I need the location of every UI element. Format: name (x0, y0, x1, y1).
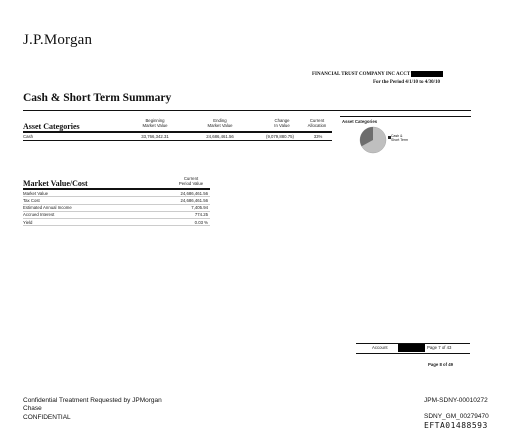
redacted-account (398, 344, 425, 352)
market-row-label: Estimated Annual Income (23, 205, 72, 211)
market-row (23, 205, 210, 212)
asset-row-begin: 33,766,342.31 (141, 134, 169, 139)
pie-top-rule (340, 116, 471, 117)
market-row-value: 24,686,461.56 (180, 190, 208, 196)
market-row (23, 190, 210, 197)
market-row-label: Yield (23, 219, 33, 225)
pie-legend (391, 134, 408, 142)
account-page: Page 7 of 43 (427, 345, 452, 350)
col-ending-market-value: Ending Market Value (207, 118, 233, 128)
asset-table-header-rule (23, 131, 332, 133)
asset-row-change: (9,079,880.75) (266, 134, 294, 139)
market-row-value: 7,405.94 (191, 205, 208, 211)
page-title: Cash & Short Term Summary (23, 92, 172, 104)
market-row-label: Tax Cost (23, 197, 40, 203)
market-row (23, 212, 210, 219)
market-row-label: Accrued Interest (23, 212, 55, 218)
col-change-in-value: Change In Value (274, 118, 290, 128)
redacted-account-number (411, 71, 443, 77)
statement-period: For the Period 4/1/10 to 4/30/10 (373, 80, 440, 85)
market-row-value: 774.25 (194, 212, 208, 218)
market-value-cost-heading: Market Value/Cost (23, 179, 88, 188)
footer-bates-sdny: SDNY_GM_00279470 (424, 413, 489, 420)
account-label: Account (372, 345, 388, 350)
legend-line-2: Short Term (391, 138, 409, 142)
market-row-label: Market Value (23, 190, 48, 196)
asset-categories-heading: Asset Categories (23, 122, 80, 131)
asset-row-end: 24,686,461.56 (206, 134, 234, 139)
col-beginning-market-value: Beginning Market Value (142, 118, 168, 128)
market-row (23, 197, 210, 204)
footer-efta-number: EFTA01488593 (424, 421, 488, 430)
market-table-body (23, 190, 210, 226)
footer-bates-jpm: JPM-SDNY-00010272 (424, 397, 488, 404)
account-box-bottom-rule (356, 353, 470, 354)
col-current-period-value: Current Period Value (178, 176, 204, 186)
asset-row-rule (23, 140, 332, 141)
pie-heading: Asset Categories (342, 119, 378, 124)
company-account-line (312, 71, 443, 77)
market-row-value: 24,686,461.56 (180, 197, 208, 203)
footer-confidential-line3: CONFIDENTIAL (23, 414, 71, 421)
asset-row-allocation: 33% (313, 134, 323, 139)
title-divider (23, 110, 471, 111)
footer-confidential-line1: Confidential Treatment Requested by JPMorgan (23, 397, 162, 404)
market-row (23, 219, 210, 226)
footer-confidential-line2: Chase (23, 405, 42, 412)
page-number: Page 8 of 49 (428, 362, 454, 367)
col-current-allocation: Current Allocation (307, 118, 327, 128)
market-row-value: 0.03 % (194, 219, 208, 225)
company-logo: J.P.Morgan (23, 32, 93, 48)
legend-line-1: Cash & (391, 134, 403, 138)
company-name: FINANCIAL TRUST COMPANY INC ACCT (312, 72, 411, 78)
allocation-pie-chart (358, 125, 388, 155)
asset-row-label: Cash (23, 134, 34, 139)
